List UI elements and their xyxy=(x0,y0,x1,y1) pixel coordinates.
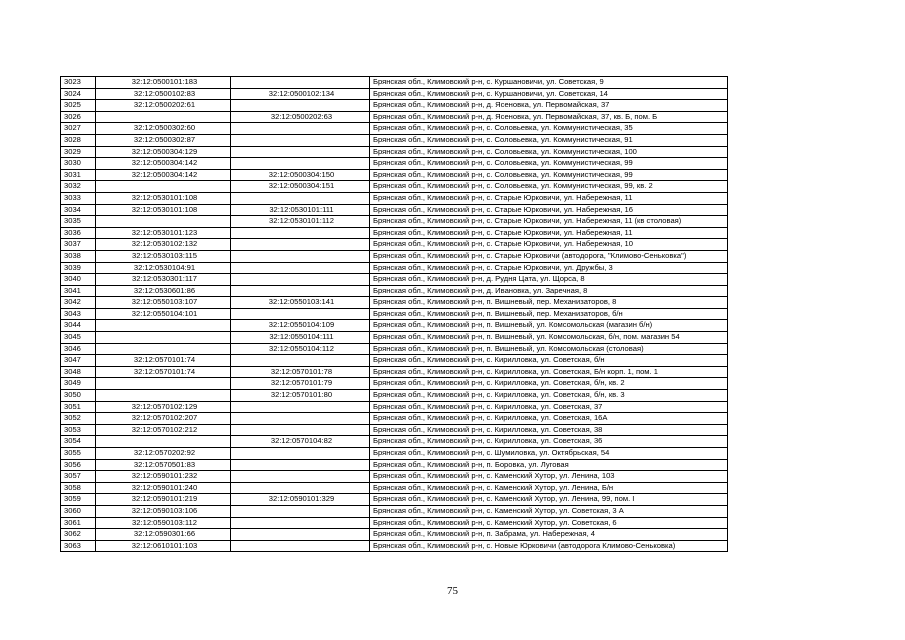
cadastral-number-cell: 32:12:0570202:92 xyxy=(96,448,231,460)
row-number-cell: 3058 xyxy=(61,482,96,494)
cadastral-number-cell: 32:12:0590103:112 xyxy=(96,517,231,529)
second-cadastral-number-cell: 32:12:0590101:329 xyxy=(231,494,370,506)
row-number-cell: 3023 xyxy=(61,77,96,89)
address-cell: Брянская обл., Климовский р-н, с. Соловьевка, ул. Коммунистическая, 100 xyxy=(370,146,728,158)
address-cell: Брянская обл., Климовский р-н, с. Кирилловка, ул. Советская, б/н, кв. 3 xyxy=(370,390,728,402)
address-cell: Брянская обл., Климовский р-н, п. Вишневый, ул. Комсомольская (столовая) xyxy=(370,343,728,355)
address-cell: Брянская обл., Климовский р-н, с. Каменский Хутор, ул. Ленина, Б/н xyxy=(370,482,728,494)
cadastral-number-cell: 32:12:0570101:74 xyxy=(96,355,231,367)
cadastral-number-cell: 32:12:0500304:142 xyxy=(96,158,231,170)
row-number-cell: 3030 xyxy=(61,158,96,170)
cadastral-number-cell: 32:12:0590101:240 xyxy=(96,482,231,494)
table-row xyxy=(61,158,728,170)
address-cell: Брянская обл., Климовский р-н, с. Куршановичи, ул. Советская, 9 xyxy=(370,77,728,89)
row-number-cell: 3059 xyxy=(61,494,96,506)
address-cell: Брянская обл., Климовский р-н, п. Вишневый, ул. Комсомольская, б/н, пом. магазин 54 xyxy=(370,332,728,344)
table-row xyxy=(61,285,728,297)
table-row xyxy=(61,436,728,448)
row-number-cell: 3024 xyxy=(61,88,96,100)
table-row xyxy=(61,134,728,146)
second-cadastral-number-cell xyxy=(231,123,370,135)
cadastral-number-cell: 32:12:0500302:87 xyxy=(96,134,231,146)
address-cell: Брянская обл., Климовский р-н, с. Старые Юрковичи, ул. Набережная, 11 (кв столовая) xyxy=(370,216,728,228)
cadastral-number-cell: 32:12:0530301:117 xyxy=(96,274,231,286)
row-number-cell: 3054 xyxy=(61,436,96,448)
table-row xyxy=(61,123,728,135)
registry-table-body xyxy=(61,77,728,552)
row-number-cell: 3026 xyxy=(61,111,96,123)
table-row xyxy=(61,401,728,413)
cadastral-number-cell: 32:12:0500304:129 xyxy=(96,146,231,158)
second-cadastral-number-cell: 32:12:0570104:82 xyxy=(231,436,370,448)
table-row xyxy=(61,482,728,494)
second-cadastral-number-cell: 32:12:0500304:150 xyxy=(231,169,370,181)
cadastral-number-cell: 32:12:0590101:219 xyxy=(96,494,231,506)
address-cell: Брянская обл., Климовский р-н, с. Старые Юрковичи, ул. Набережная, 11 xyxy=(370,227,728,239)
cadastral-number-cell xyxy=(96,343,231,355)
row-number-cell: 3057 xyxy=(61,471,96,483)
second-cadastral-number-cell xyxy=(231,158,370,170)
row-number-cell: 3031 xyxy=(61,169,96,181)
second-cadastral-number-cell xyxy=(231,146,370,158)
cadastral-number-cell xyxy=(96,181,231,193)
address-cell: Брянская обл., Климовский р-н, с. Соловьевка, ул. Коммунистическая, 99 xyxy=(370,158,728,170)
second-cadastral-number-cell xyxy=(231,100,370,112)
cadastral-number-cell: 32:12:0500202:61 xyxy=(96,100,231,112)
table-row xyxy=(61,378,728,390)
row-number-cell: 3050 xyxy=(61,390,96,402)
table-row xyxy=(61,88,728,100)
row-number-cell: 3039 xyxy=(61,262,96,274)
second-cadastral-number-cell xyxy=(231,77,370,89)
second-cadastral-number-cell xyxy=(231,192,370,204)
table-row xyxy=(61,390,728,402)
cadastral-number-cell: 32:12:0530101:108 xyxy=(96,192,231,204)
page-number: 75 xyxy=(447,585,458,597)
address-cell: Брянская обл., Климовский р-н, с. Старые Юрковичи (автодорога, "Климово-Сеньковка") xyxy=(370,250,728,262)
cadastral-number-cell: 32:12:0550104:101 xyxy=(96,308,231,320)
cadastral-number-cell: 32:12:0590301:66 xyxy=(96,529,231,541)
table-row xyxy=(61,332,728,344)
address-cell: Брянская обл., Климовский р-н, д. Рудня Цата, ул. Щорса, 8 xyxy=(370,274,728,286)
address-cell: Брянская обл., Климовский р-н, с. Соловьевка, ул. Коммунистическая, 35 xyxy=(370,123,728,135)
second-cadastral-number-cell: 32:12:0500102:134 xyxy=(231,88,370,100)
table-row xyxy=(61,540,728,552)
address-cell: Брянская обл., Климовский р-н, с. Кирилловка, ул. Советская, б/н, кв. 2 xyxy=(370,378,728,390)
row-number-cell: 3055 xyxy=(61,448,96,460)
table-row xyxy=(61,274,728,286)
second-cadastral-number-cell: 32:12:0550104:112 xyxy=(231,343,370,355)
second-cadastral-number-cell: 32:12:0570101:80 xyxy=(231,390,370,402)
table-row xyxy=(61,308,728,320)
cadastral-number-cell: 32:12:0570501:83 xyxy=(96,459,231,471)
table-row xyxy=(61,320,728,332)
row-number-cell: 3029 xyxy=(61,146,96,158)
row-number-cell: 3043 xyxy=(61,308,96,320)
row-number-cell: 3045 xyxy=(61,332,96,344)
table-row xyxy=(61,517,728,529)
second-cadastral-number-cell: 32:12:0570101:78 xyxy=(231,366,370,378)
second-cadastral-number-cell xyxy=(231,274,370,286)
table-row xyxy=(61,146,728,158)
second-cadastral-number-cell: 32:12:0530101:112 xyxy=(231,216,370,228)
cadastral-number-cell: 32:12:0570102:129 xyxy=(96,401,231,413)
second-cadastral-number-cell xyxy=(231,424,370,436)
row-number-cell: 3061 xyxy=(61,517,96,529)
table-row xyxy=(61,505,728,517)
second-cadastral-number-cell xyxy=(231,227,370,239)
address-cell: Брянская обл., Климовский р-н, с. Старые Юрковичи, ул. Дружбы, 3 xyxy=(370,262,728,274)
cadastral-number-cell: 32:12:0500302:60 xyxy=(96,123,231,135)
row-number-cell: 3046 xyxy=(61,343,96,355)
row-number-cell: 3037 xyxy=(61,239,96,251)
cadastral-number-cell: 32:12:0530601:86 xyxy=(96,285,231,297)
second-cadastral-number-cell: 32:12:0550104:109 xyxy=(231,320,370,332)
cadastral-number-cell: 32:12:0530101:108 xyxy=(96,204,231,216)
second-cadastral-number-cell xyxy=(231,529,370,541)
row-number-cell: 3063 xyxy=(61,540,96,552)
address-cell: Брянская обл., Климовский р-н, п. Боровка, ул. Луговая xyxy=(370,459,728,471)
second-cadastral-number-cell xyxy=(231,134,370,146)
address-cell: Брянская обл., Климовский р-н, с. Старые Юрковичи, ул. Набережная, 16 xyxy=(370,204,728,216)
table-row xyxy=(61,216,728,228)
address-cell: Брянская обл., Климовский р-н, с. Соловьевка, ул. Коммунистическая, 91 xyxy=(370,134,728,146)
address-cell: Брянская обл., Климовский р-н, д. Ивановка, ул. Заречная, 8 xyxy=(370,285,728,297)
cadastral-number-cell: 32:12:0500304:142 xyxy=(96,169,231,181)
row-number-cell: 3025 xyxy=(61,100,96,112)
table-row xyxy=(61,448,728,460)
second-cadastral-number-cell xyxy=(231,285,370,297)
address-cell: Брянская обл., Климовский р-н, с. Каменский Хутор, ул. Ленина, 103 xyxy=(370,471,728,483)
second-cadastral-number-cell xyxy=(231,517,370,529)
table-row xyxy=(61,297,728,309)
row-number-cell: 3044 xyxy=(61,320,96,332)
second-cadastral-number-cell xyxy=(231,471,370,483)
second-cadastral-number-cell: 32:12:0500304:151 xyxy=(231,181,370,193)
row-number-cell: 3038 xyxy=(61,250,96,262)
table-row xyxy=(61,169,728,181)
address-cell: Брянская обл., Климовский р-н, п. Вишневый, пер. Механизаторов, 8 xyxy=(370,297,728,309)
row-number-cell: 3047 xyxy=(61,355,96,367)
table-row xyxy=(61,343,728,355)
address-cell: Брянская обл., Климовский р-н, с. Каменский Хутор, ул. Советская, 6 xyxy=(370,517,728,529)
table-row xyxy=(61,424,728,436)
address-cell: Брянская обл., Климовский р-н, п. Забрама, ул. Набережная, 4 xyxy=(370,529,728,541)
address-cell: Брянская обл., Климовский р-н, д. Ясеновка, ул. Первомайская, 37, кв. Б, пом. Б xyxy=(370,111,728,123)
second-cadastral-number-cell xyxy=(231,448,370,460)
table-row xyxy=(61,111,728,123)
row-number-cell: 3052 xyxy=(61,413,96,425)
cadastral-number-cell xyxy=(96,332,231,344)
cadastral-number-cell xyxy=(96,390,231,402)
second-cadastral-number-cell xyxy=(231,505,370,517)
cadastral-number-cell: 32:12:0530103:115 xyxy=(96,250,231,262)
row-number-cell: 3035 xyxy=(61,216,96,228)
cadastral-number-cell: 32:12:0610101:103 xyxy=(96,540,231,552)
row-number-cell: 3032 xyxy=(61,181,96,193)
row-number-cell: 3042 xyxy=(61,297,96,309)
second-cadastral-number-cell xyxy=(231,401,370,413)
table-row xyxy=(61,413,728,425)
second-cadastral-number-cell xyxy=(231,239,370,251)
address-cell: Брянская обл., Климовский р-н, с. Старые Юрковичи, ул. Набережная, 11 xyxy=(370,192,728,204)
cadastral-number-cell: 32:12:0530102:132 xyxy=(96,239,231,251)
cadastral-number-cell xyxy=(96,378,231,390)
second-cadastral-number-cell xyxy=(231,355,370,367)
cadastral-number-cell xyxy=(96,111,231,123)
row-number-cell: 3027 xyxy=(61,123,96,135)
row-number-cell: 3048 xyxy=(61,366,96,378)
table-row xyxy=(61,227,728,239)
second-cadastral-number-cell: 32:12:0570101:79 xyxy=(231,378,370,390)
cadastral-number-cell: 32:12:0570102:207 xyxy=(96,413,231,425)
cadastral-number-cell: 32:12:0590103:106 xyxy=(96,505,231,517)
row-number-cell: 3051 xyxy=(61,401,96,413)
second-cadastral-number-cell xyxy=(231,482,370,494)
row-number-cell: 3040 xyxy=(61,274,96,286)
table-row xyxy=(61,529,728,541)
address-cell: Брянская обл., Климовский р-н, п. Вишневый, ул. Комсомольская (магазин б/н) xyxy=(370,320,728,332)
row-number-cell: 3060 xyxy=(61,505,96,517)
registry-table xyxy=(60,76,728,552)
table-row xyxy=(61,239,728,251)
cadastral-number-cell: 32:12:0570102:212 xyxy=(96,424,231,436)
row-number-cell: 3034 xyxy=(61,204,96,216)
address-cell: Брянская обл., Климовский р-н, с. Каменский Хутор, ул. Советская, 3 А xyxy=(370,505,728,517)
table-row xyxy=(61,459,728,471)
second-cadastral-number-cell: 32:12:0500202:63 xyxy=(231,111,370,123)
address-cell: Брянская обл., Климовский р-н, с. Кирилловка, ул. Советская, 36 xyxy=(370,436,728,448)
cadastral-number-cell: 32:12:0500102:83 xyxy=(96,88,231,100)
cadastral-number-cell: 32:12:0590101:232 xyxy=(96,471,231,483)
table-row xyxy=(61,100,728,112)
table-row xyxy=(61,262,728,274)
table-row xyxy=(61,192,728,204)
cadastral-number-cell xyxy=(96,320,231,332)
address-cell: Брянская обл., Климовский р-н, с. Кирилловка, ул. Советская, 37 xyxy=(370,401,728,413)
address-cell: Брянская обл., Климовский р-н, п. Вишневый, пер. Механизаторов, б/н xyxy=(370,308,728,320)
cadastral-number-cell: 32:12:0550103:107 xyxy=(96,297,231,309)
second-cadastral-number-cell xyxy=(231,413,370,425)
address-cell: Брянская обл., Климовский р-н, с. Старые Юрковичи, ул. Набережная, 10 xyxy=(370,239,728,251)
second-cadastral-number-cell xyxy=(231,540,370,552)
second-cadastral-number-cell xyxy=(231,459,370,471)
table-row xyxy=(61,355,728,367)
table-row xyxy=(61,250,728,262)
address-cell: Брянская обл., Климовский р-н, с. Кирилловка, ул. Советская, Б/н корп. 1, пом. 1 xyxy=(370,366,728,378)
address-cell: Брянская обл., Климовский р-н, с. Куршановичи, ул. Советская, 14 xyxy=(370,88,728,100)
cadastral-number-cell: 32:12:0530101:123 xyxy=(96,227,231,239)
table-row xyxy=(61,471,728,483)
table-row xyxy=(61,204,728,216)
address-cell: Брянская обл., Климовский р-н, с. Кирилловка, ул. Советская, 38 xyxy=(370,424,728,436)
table-row xyxy=(61,366,728,378)
second-cadastral-number-cell xyxy=(231,308,370,320)
row-number-cell: 3028 xyxy=(61,134,96,146)
second-cadastral-number-cell: 32:12:0530101:111 xyxy=(231,204,370,216)
address-cell: Брянская обл., Климовский р-н, с. Соловьевка, ул. Коммунистическая, 99 xyxy=(370,169,728,181)
row-number-cell: 3049 xyxy=(61,378,96,390)
address-cell: Брянская обл., Климовский р-н, с. Новые Юрковичи (автодорога Климово-Сеньковка) xyxy=(370,540,728,552)
second-cadastral-number-cell xyxy=(231,250,370,262)
second-cadastral-number-cell: 32:12:0550104:111 xyxy=(231,332,370,344)
cadastral-number-cell: 32:12:0500101:183 xyxy=(96,77,231,89)
row-number-cell: 3033 xyxy=(61,192,96,204)
second-cadastral-number-cell: 32:12:0550103:141 xyxy=(231,297,370,309)
cadastral-number-cell xyxy=(96,436,231,448)
second-cadastral-number-cell xyxy=(231,262,370,274)
address-cell: Брянская обл., Климовский р-н, с. Кирилловка, ул. Советская, 16А xyxy=(370,413,728,425)
cadastral-number-cell: 32:12:0570101:74 xyxy=(96,366,231,378)
row-number-cell: 3053 xyxy=(61,424,96,436)
table-row xyxy=(61,77,728,89)
address-cell: Брянская обл., Климовский р-н, с. Соловьевка, ул. Коммунистическая, 99, кв. 2 xyxy=(370,181,728,193)
address-cell: Брянская обл., Климовский р-н, с. Каменский Хутор, ул. Ленина, 99, пом. I xyxy=(370,494,728,506)
row-number-cell: 3036 xyxy=(61,227,96,239)
table-row xyxy=(61,181,728,193)
cadastral-number-cell: 32:12:0530104:91 xyxy=(96,262,231,274)
row-number-cell: 3056 xyxy=(61,459,96,471)
row-number-cell: 3041 xyxy=(61,285,96,297)
table-row xyxy=(61,494,728,506)
row-number-cell: 3062 xyxy=(61,529,96,541)
cadastral-number-cell xyxy=(96,216,231,228)
address-cell: Брянская обл., Климовский р-н, д. Ясеновка, ул. Первомайская, 37 xyxy=(370,100,728,112)
address-cell: Брянская обл., Климовский р-н, с. Кирилловка, ул. Советская, б/н xyxy=(370,355,728,367)
address-cell: Брянская обл., Климовский р-н, с. Шумиловка, ул. Октябрьская, 54 xyxy=(370,448,728,460)
